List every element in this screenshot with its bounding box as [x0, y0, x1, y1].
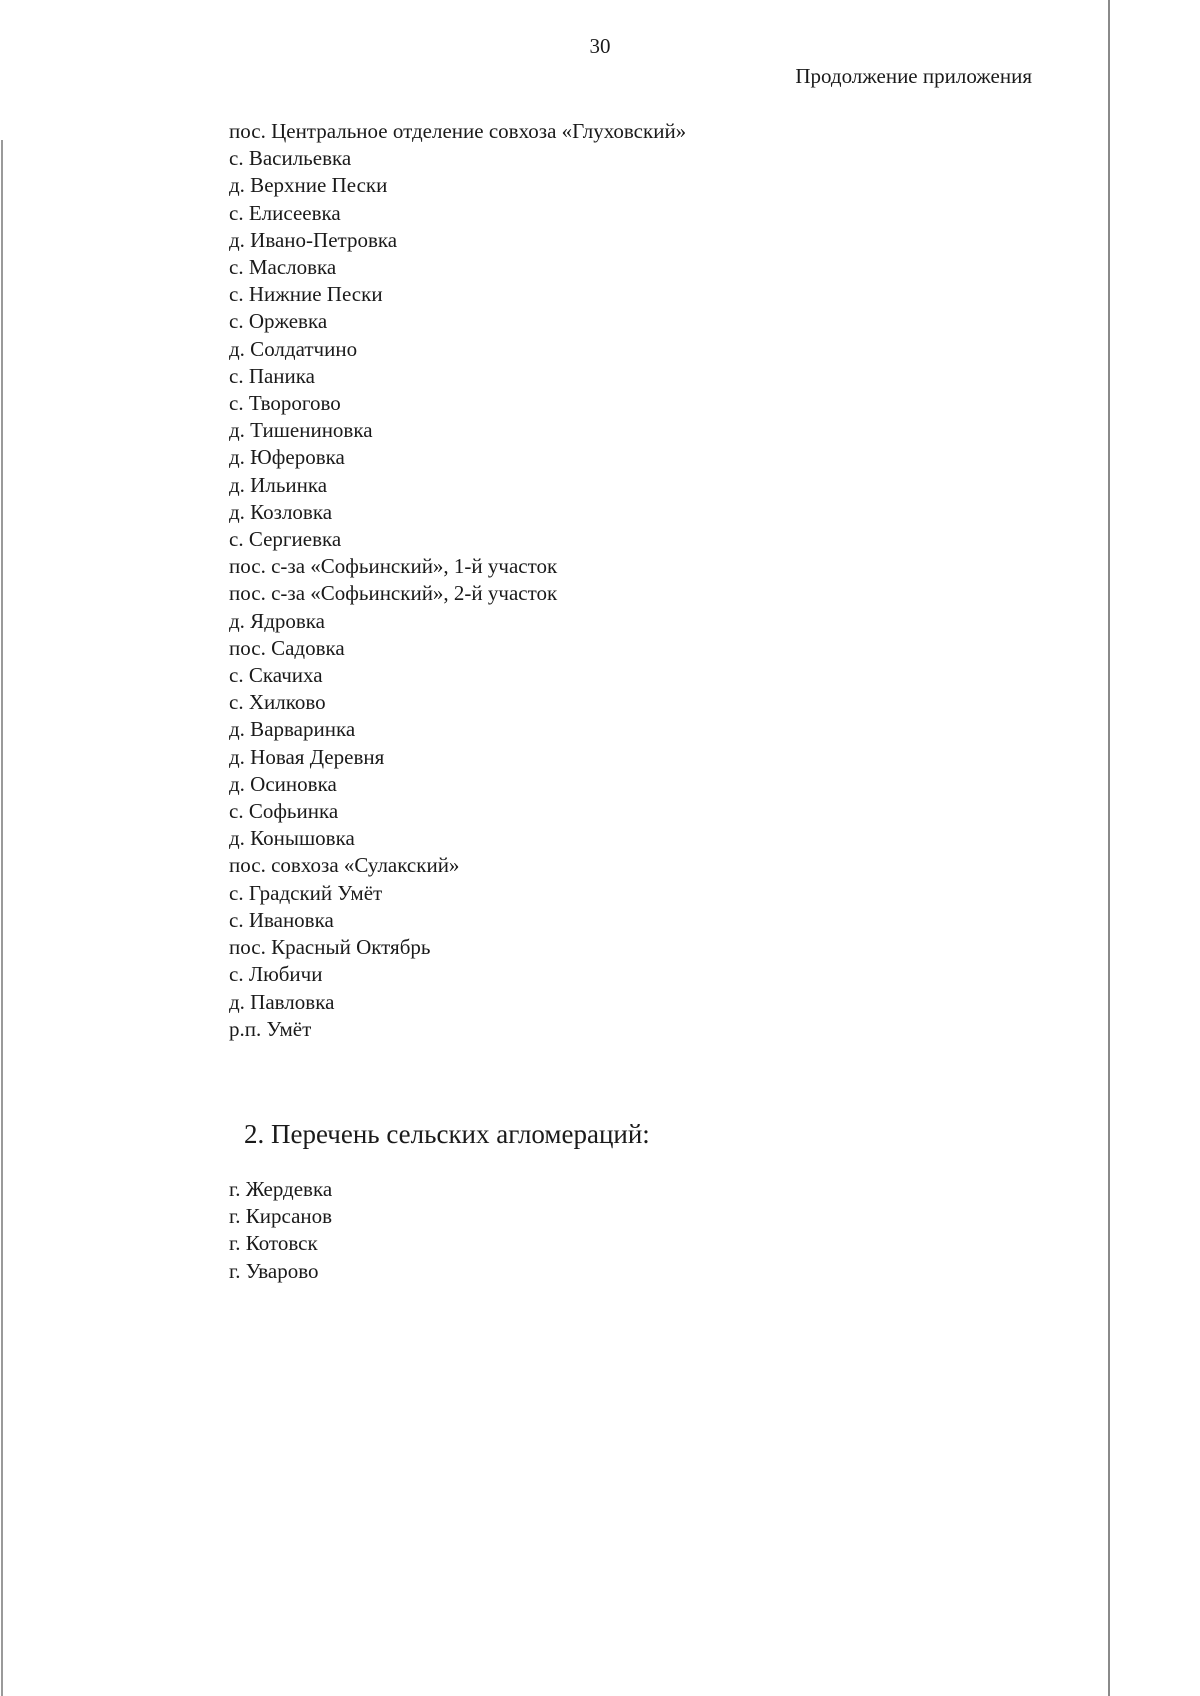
- list-item: пос. Красный Октябрь: [229, 935, 431, 960]
- section-heading: 2. Перечень сельских агломераций:: [244, 1119, 650, 1149]
- agglomeration-list: [229, 1176, 332, 1285]
- list-item: р.п. Умёт: [229, 1016, 312, 1041]
- list-item: д. Тишениновка: [229, 418, 373, 443]
- list-item: д. Солдатчино: [229, 336, 358, 361]
- list-item: д. Варваринка: [229, 717, 356, 742]
- list-item: д. Новая Деревня: [229, 744, 385, 769]
- list-item: пос. с-за «Софьинский», 1-й участок: [229, 554, 558, 579]
- list-item: д. Конышовка: [229, 826, 355, 851]
- list-item: г. Котовск: [229, 1231, 318, 1256]
- list-item: пос. Центральное отделение совхоза «Глуховский»: [229, 119, 687, 143]
- list-item: пос. с-за «Софьинский», 2-й участок: [229, 581, 558, 606]
- list-item: д. Ильинка: [229, 472, 328, 497]
- settlement-list: [229, 118, 686, 1043]
- list-item: с. Елисеевка: [229, 200, 341, 225]
- scan-edge-right: [1108, 0, 1110, 1696]
- list-item: с. Любичи: [229, 962, 323, 987]
- list-item: с. Васильевка: [229, 146, 352, 171]
- scan-edge-left: [1, 140, 3, 1696]
- list-item: д. Козловка: [229, 499, 333, 524]
- list-item: пос. совхоза «Сулакский»: [229, 853, 460, 878]
- list-item: д. Павловка: [229, 989, 335, 1014]
- list-item: с. Паника: [229, 363, 315, 388]
- list-item: д. Осиновка: [229, 771, 337, 796]
- list-item: с. Скачиха: [229, 663, 323, 688]
- list-item: г. Жердевка: [229, 1177, 333, 1201]
- list-item: с. Творогово: [229, 391, 341, 416]
- list-item: д. Верхние Пески: [229, 173, 388, 198]
- list-item: с. Софьинка: [229, 799, 339, 824]
- page-number: 30: [589, 34, 611, 58]
- continuation-label: Продолжение приложения: [795, 64, 1032, 88]
- list-item: с. Масловка: [229, 255, 337, 280]
- list-item: д. Юферовка: [229, 445, 345, 470]
- list-item: г. Уварово: [229, 1258, 319, 1283]
- list-item: пос. Садовка: [229, 635, 345, 660]
- list-item: с. Оржевка: [229, 309, 328, 334]
- list-item: с. Ивановка: [229, 907, 334, 932]
- list-item: д. Ивано-Петровка: [229, 227, 398, 252]
- list-item: г. Кирсанов: [229, 1204, 333, 1229]
- list-item: с. Сергиевка: [229, 527, 342, 552]
- list-item: с. Нижние Пески: [229, 282, 383, 307]
- list-item: с. Градский Умёт: [229, 880, 383, 905]
- list-item: с. Хилково: [229, 690, 326, 715]
- list-item: д. Ядровка: [229, 608, 325, 633]
